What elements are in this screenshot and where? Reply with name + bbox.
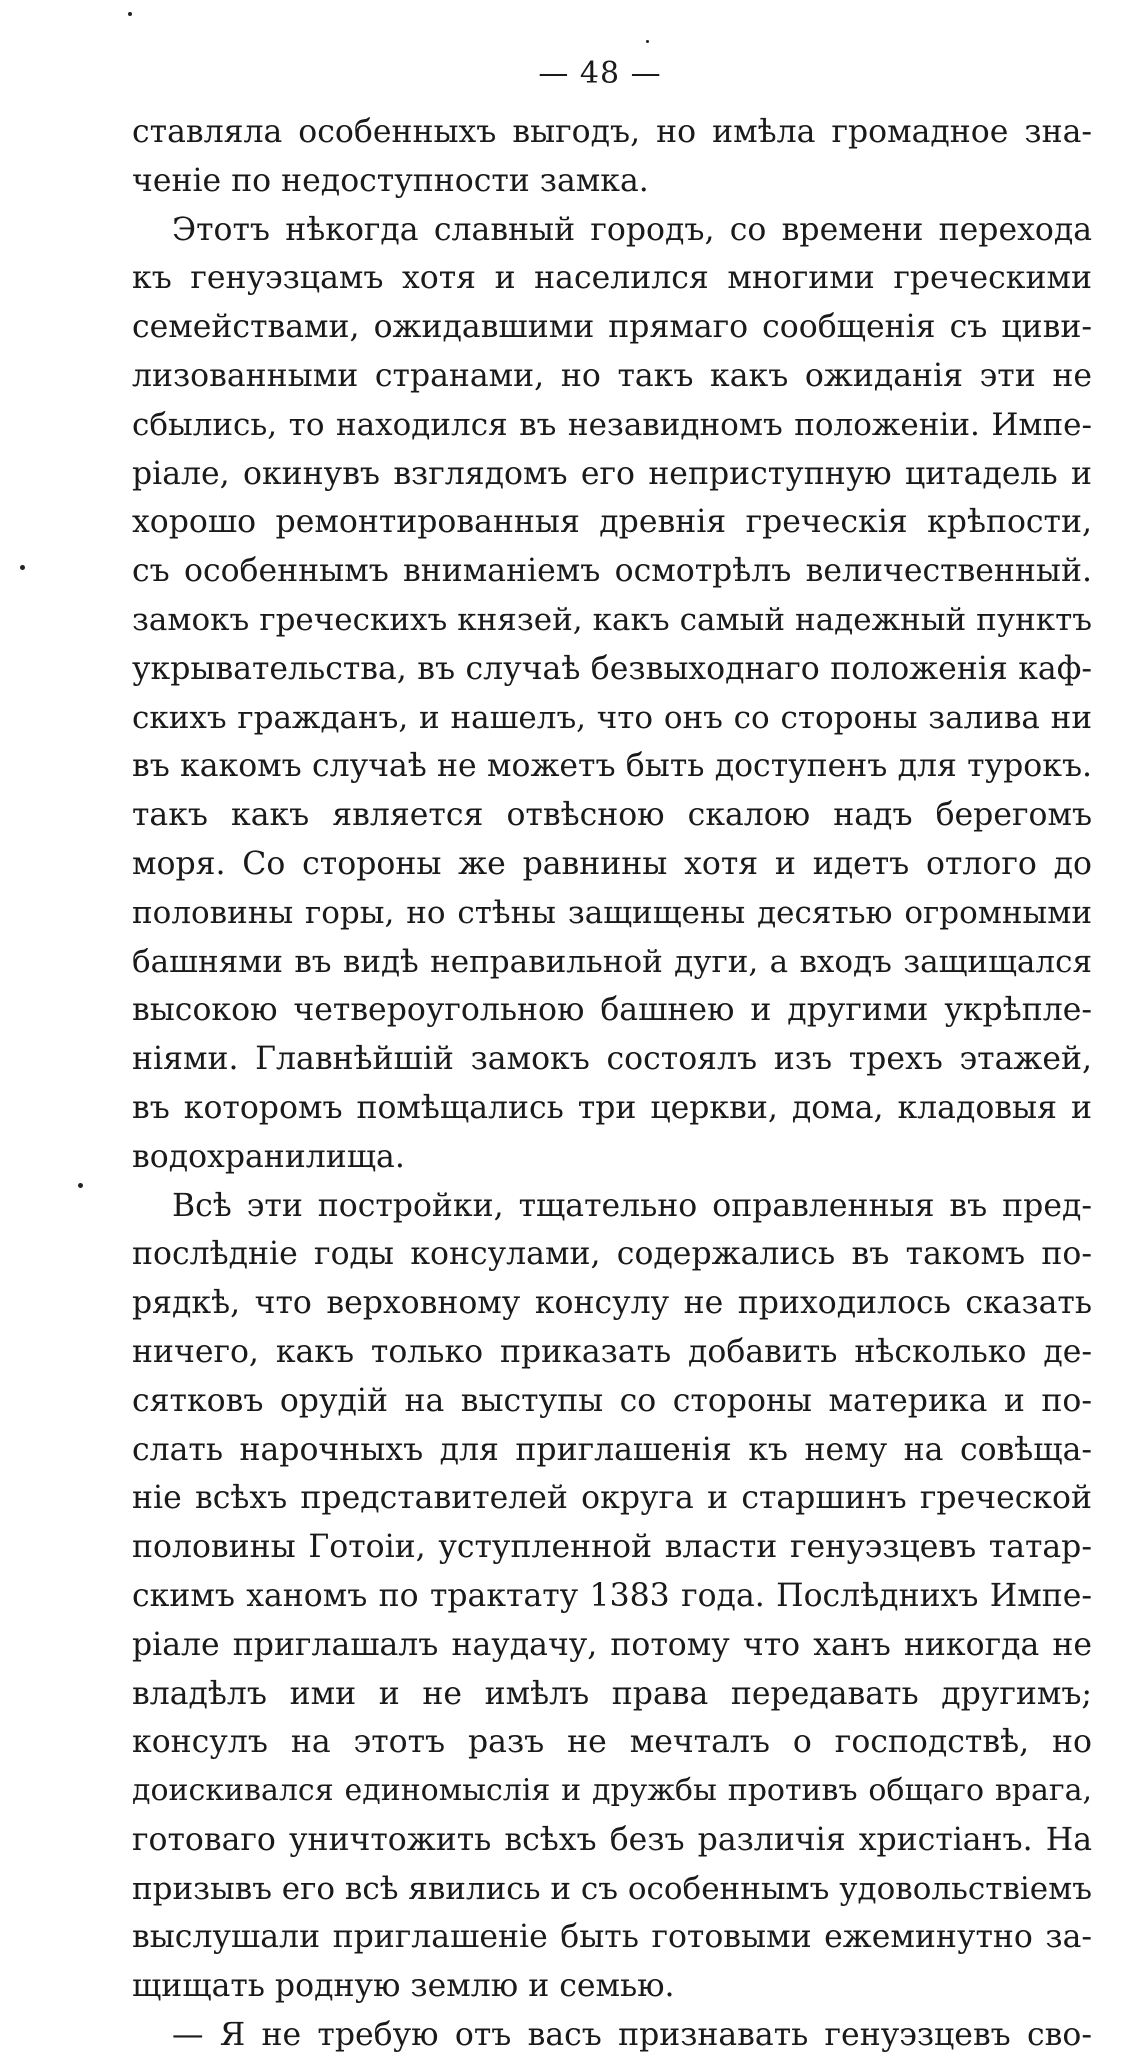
text-line: семействами, ожидавшими прямаго сообщенія съ циви-: [132, 309, 1092, 346]
text-line: слать нарочныхъ для приглашенія къ нему на совѣща-: [132, 1431, 1092, 1468]
text-line: ріале приглашалъ наудачу, потому что ханъ никогда не: [132, 1626, 1092, 1663]
text-line: въ какомъ случаѣ не можетъ быть доступенъ для турокъ.: [132, 748, 1092, 785]
text-line: къ генуэзцамъ хотя и населился многими греческими: [132, 260, 1092, 297]
text-line: ніе всѣхъ представителей округа и старшинъ греческой: [132, 1480, 1092, 1517]
text-line: водохранилища.: [132, 1138, 405, 1175]
text-line: рядкѣ, что верховному консулу не приходилось сказать: [132, 1285, 1092, 1322]
text-line: скихъ гражданъ, и нашелъ, что онъ со стороны залива ни: [132, 699, 1092, 736]
text-line: доискивался единомыслія и дружбы противъ общаго врага,: [132, 1773, 1092, 1809]
ink-speck: [78, 1183, 83, 1188]
text-line: укрывательства, въ случаѣ безвыходнаго положенія каф-: [132, 650, 1092, 687]
text-line: башнями въ видѣ неправильной дуги, а входъ защищался: [132, 943, 1092, 980]
text-line: сятковъ орудій на выступы со стороны материка и по-: [132, 1382, 1092, 1419]
text-line: послѣдніе годы консулами, содержались въ такомъ по-: [132, 1236, 1092, 1273]
paragraph-start-line: Этотъ нѣкогда славный городъ, со времени перехода: [172, 211, 1092, 248]
text-line: половины Готоіи, уступленной власти генуэзцевъ татар-: [132, 1529, 1092, 1566]
paragraph-start-line: Всѣ эти постройки, тщательно оправленныя въ пред-: [172, 1187, 1092, 1224]
ink-speck: [646, 40, 649, 43]
text-line: ничего, какъ только приказать добавить нѣсколько де-: [132, 1333, 1092, 1370]
body-text: [132, 108, 1092, 2060]
text-line: такъ какъ является отвѣсною скалою надъ берегомъ: [132, 797, 1092, 834]
text-line: ніями. Главнѣйшій замокъ состоялъ изъ трехъ этажей,: [132, 1041, 1092, 1078]
text-line: моря. Со стороны же равнины хотя и идетъ отлого до: [132, 845, 1092, 882]
text-line: хорошо ремонтированныя древнія греческія крѣпости,: [132, 504, 1092, 541]
text-line: съ особеннымъ вниманіемъ осмотрѣлъ величественный.: [132, 553, 1092, 590]
text-line: ченіе по недоступности замка.: [132, 162, 649, 199]
text-line: лизованными странами, но такъ какъ ожиданія эти не: [132, 357, 1092, 394]
text-line: ставляла особенныхъ выгодъ, но имѣла громадное зна-: [132, 114, 1092, 150]
text-line: ріале, окинувъ взглядомъ его неприступную цитадель и: [132, 455, 1092, 492]
text-line: замокъ греческихъ князей, какъ самый надежный пунктъ: [132, 601, 1092, 638]
paragraph-start-line: — Я не требую отъ васъ признавать генуэзцевъ сво-: [172, 2017, 1092, 2054]
page-number: — 48 —: [538, 56, 662, 91]
text-line: владѣлъ ими и не имѣлъ права передавать другимъ;: [132, 1675, 1092, 1712]
text-line: половины горы, но стѣны защищены десятью огромными: [132, 894, 1092, 931]
text-line: въ которомъ помѣщались три церкви, дома, кладовыя и: [132, 1089, 1092, 1126]
text-line: щищать родную землю и семью.: [132, 1968, 675, 2005]
text-line: консулъ на этотъ разъ не мечталъ о господствѣ, но: [132, 1724, 1092, 1761]
ink-speck: [20, 565, 25, 570]
text-line: выслушали приглашеніе быть готовыми ежеминутно за-: [132, 1919, 1092, 1956]
text-line: сбылись, то находился въ незавидномъ положеніи. Импе-: [132, 406, 1092, 443]
text-line: высокою четвероугольною башнею и другими укрѣпле-: [132, 992, 1092, 1029]
text-line: призывъ его всѣ явились и съ особеннымъ удовольствіемъ: [132, 1870, 1092, 1907]
text-line: готоваго уничтожить всѣхъ безъ различія христіанъ. На: [132, 1821, 1092, 1858]
ink-speck: [128, 12, 132, 16]
text-line: скимъ ханомъ по трактату 1383 года. Послѣднихъ Импе-: [132, 1577, 1092, 1614]
